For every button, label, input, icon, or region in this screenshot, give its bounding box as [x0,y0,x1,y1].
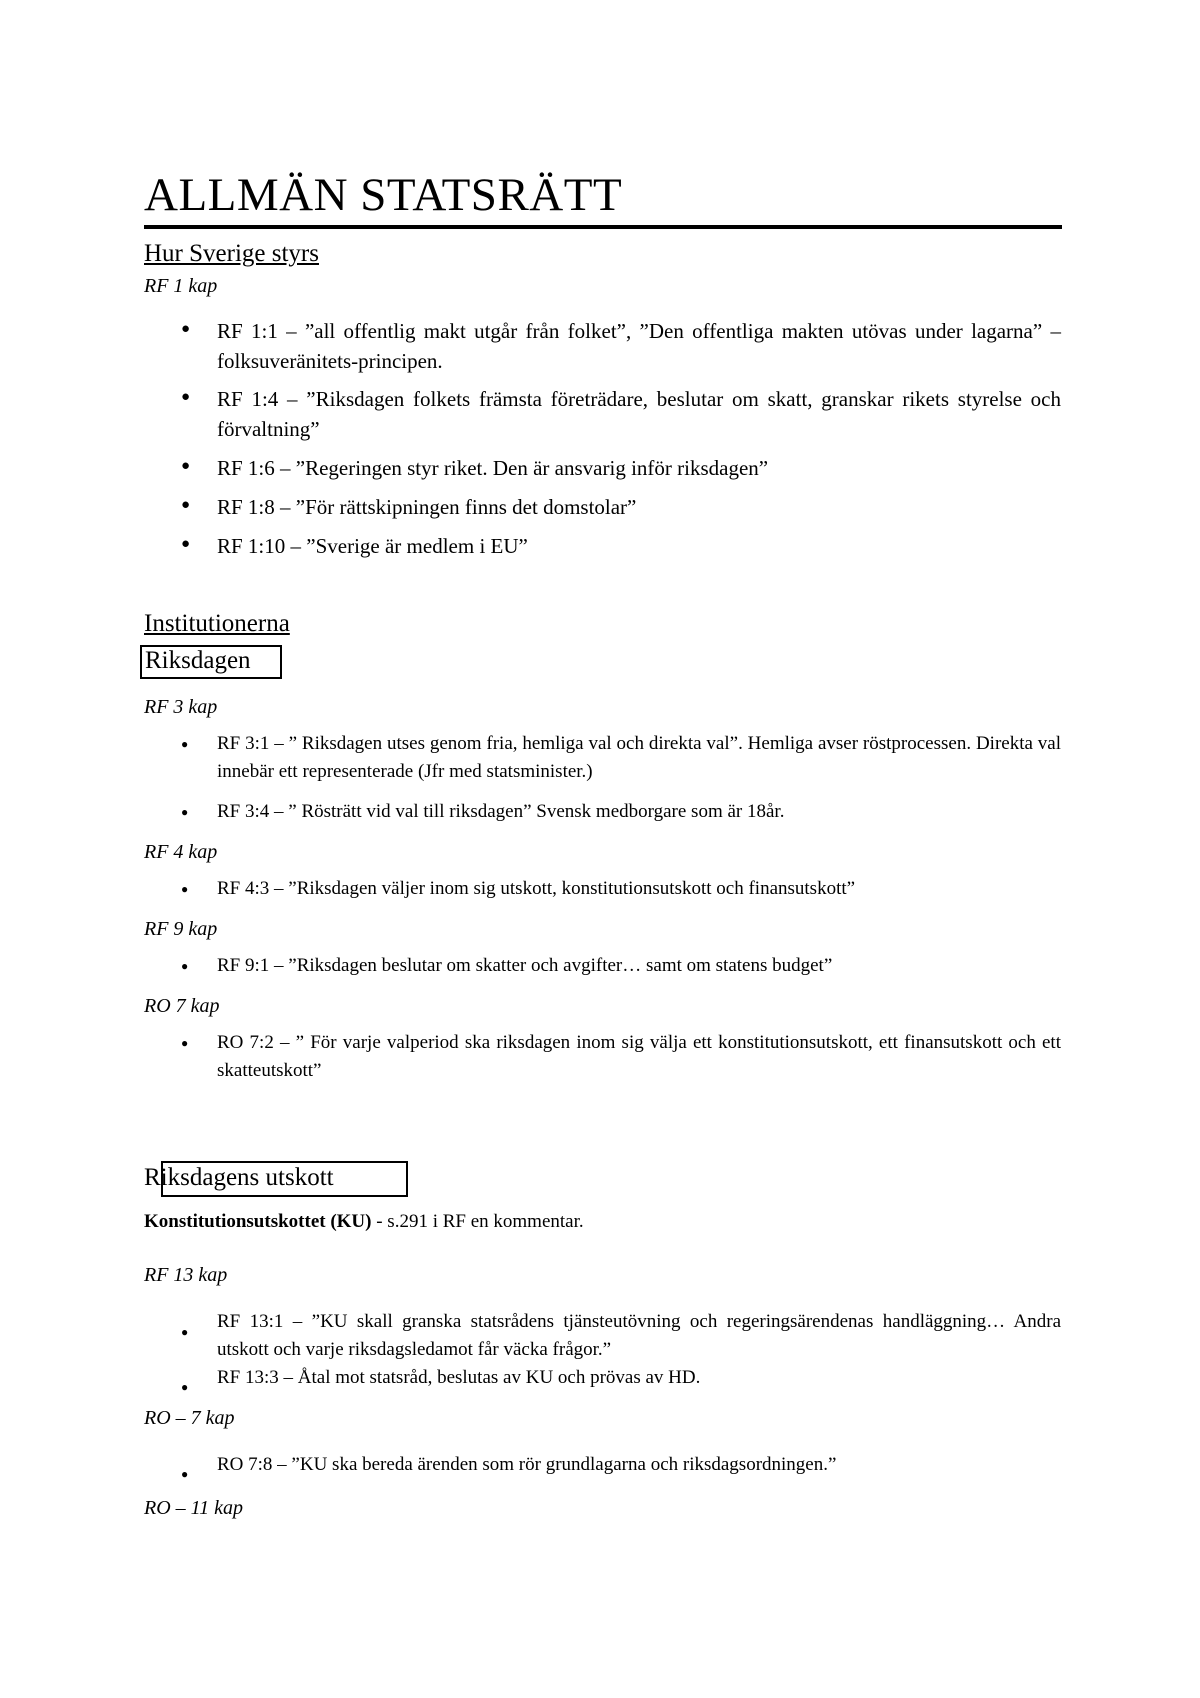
subheading-rf-9-kap: RF 9 kap [144,918,218,940]
list-item: RF 1:1 – ”all offentlig makt utgår från folket”, ”Den offentliga makten utövas under lagarna” – folksuveränitets-principen. [217,319,1061,373]
section-heading-institutionerna: Institutionerna [144,610,290,637]
list-item: RF 1:10 – ”Sverige är medlem i EU” [217,534,528,558]
bullet-icon: ● [181,389,191,405]
subheading-ro-7-kap-ku: RO – 7 kap [144,1407,235,1429]
list-item: RF 9:1 – ”Riksdagen beslutar om skatter och avgifter… samt om statens budget” [217,955,833,976]
boxed-heading-riksdagen: Riksdagen [145,647,251,674]
bullet-icon: ● [181,497,191,513]
bullet-icon: ● [181,536,191,552]
subheading-rf-3-kap: RF 3 kap [144,696,218,718]
section-heading-hur-sverige-styrs: Hur Sverige styrs [144,240,319,267]
bullet-icon: ● [181,805,189,819]
list-item: RF 1:4 – ”Riksdagen folkets främsta företrädare, beslutar om skatt, granskar rikets styrelse och förvaltning” [217,387,1061,441]
bullet-icon: ● [181,321,191,337]
document-title: ALLMÄN STATSRÄTT [144,166,1062,229]
list-item: RF 13:3 – Åtal mot statsråd, beslutas av KU och prövas av HD. [217,1367,701,1388]
list-item: RF 1:6 – ”Regeringen styr riket. Den är ansvarig inför riksdagen” [217,456,769,480]
list-item: RF 3:1 – ” Riksdagen utses genom fria, hemliga val och direkta val”. Hemliga avser röstprocessen. Direkta val innebär ett representerade (Jfr med statsminister.) [217,733,1061,782]
list-item: RF 13:1 – ”KU skall granska statsrådens tjänsteutövning och regeringsärendenas handläggning… Andra utskott och varje riksdagsledamot får väcka frågor.” [217,1311,1061,1360]
bullet-icon: ● [181,1380,189,1394]
subheading-rf-4-kap: RF 4 kap [144,841,218,863]
bullet-icon: ● [181,882,189,896]
list-item: RO 7:8 – ”KU ska bereda ärenden som rör grundlagarna och riksdagsordningen.” [217,1454,837,1475]
bullet-icon: ● [181,959,189,973]
subheading-rf-13-kap: RF 13 kap [144,1264,228,1286]
list-item: RF 1:8 – ”För rättskipningen finns det domstolar” [217,495,637,519]
list-item: RO 7:2 – ” För varje valperiod ska riksdagen inom sig välja ett konstitutionsutskott, ett finansutskott och ett skatteutskott” [217,1032,1061,1081]
bullet-icon: ● [181,1325,189,1339]
list-item: RF 3:4 – ” Rösträtt vid val till riksdagen” Svensk medborgare som är 18år. [217,801,785,822]
bullet-icon: ● [181,1036,189,1050]
ku-bold-label: Konstitutionsutskottet (KU) [144,1211,372,1232]
list-item: RF 4:3 – ”Riksdagen väljer inom sig utskott, konstitutionsutskott och finansutskott” [217,878,856,899]
subheading-rf-1-kap: RF 1 kap [144,275,218,297]
bullet-icon: ● [181,458,191,474]
bullet-icon: ● [181,1467,189,1481]
boxed-heading-riksdagens-utskott: Riksdagens utskott [144,1164,334,1191]
ku-line [144,1208,584,1236]
ku-reference: - s.291 i RF en kommentar. [371,1211,584,1232]
subheading-ro-11-kap: RO – 11 kap [144,1497,244,1519]
subheading-ro-7-kap: RO 7 kap [144,995,220,1017]
bullet-icon: ● [181,737,189,751]
